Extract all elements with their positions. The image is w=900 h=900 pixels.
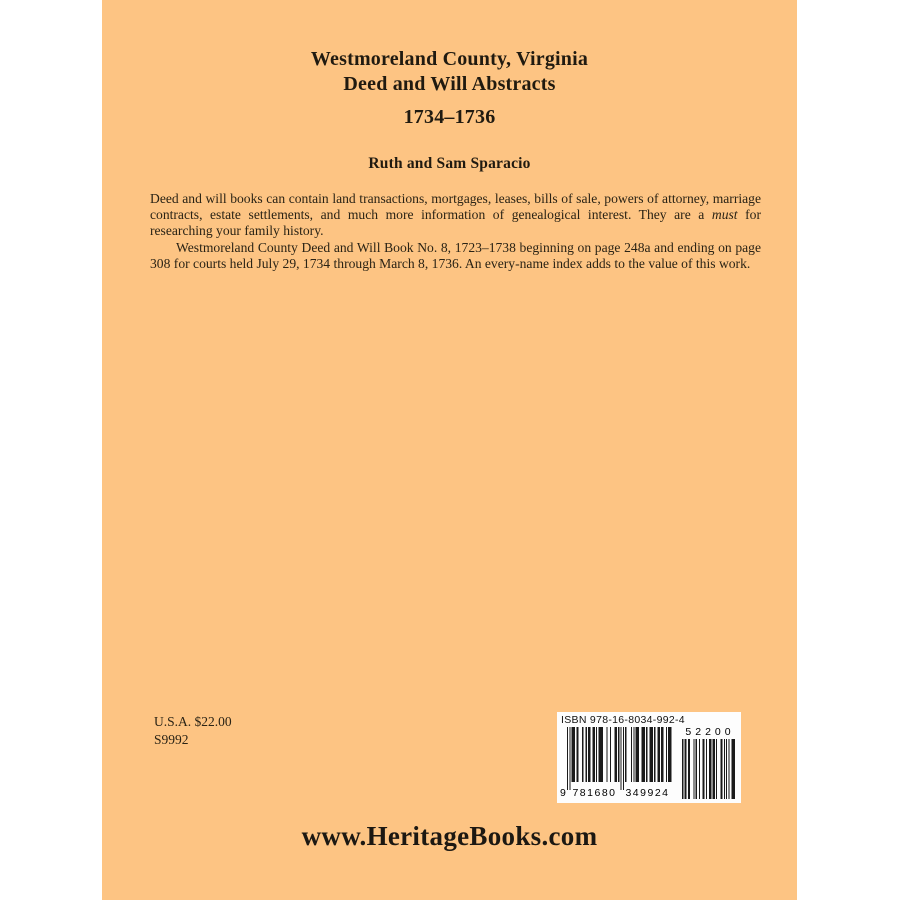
ean13-digit-lead: 9 bbox=[560, 787, 566, 799]
ean13-digits-group2: 349924 bbox=[625, 787, 670, 799]
description-paragraph-1-text: Deed and will books can contain land transactions, mortgages, leases, bills of sale, powers of attorney, marriage contracts, estate settlements, and much more information of genealogical interest. They are a bbox=[150, 191, 761, 223]
barcode-panel bbox=[557, 712, 741, 803]
description-paragraph-1-end: for researching your family history. bbox=[150, 207, 761, 239]
price-block bbox=[154, 713, 232, 748]
isbn-label: ISBN 978-16-8034-992-4 bbox=[561, 714, 685, 726]
supplement-digits: 52200 bbox=[685, 726, 735, 738]
description-paragraph-1 bbox=[150, 191, 761, 240]
supplement-bars-graphic bbox=[681, 739, 735, 799]
book-years: 1734–1736 bbox=[403, 106, 496, 128]
book-back-cover bbox=[102, 0, 797, 900]
ean13-digits bbox=[560, 787, 674, 799]
ean13-bars-graphic bbox=[567, 727, 674, 790]
ean13-barcode bbox=[560, 727, 674, 801]
book-title-line1: Westmoreland County, Virginia bbox=[310, 48, 589, 70]
book-authors: Ruth and Sam Sparacio bbox=[368, 155, 531, 172]
book-title-line2: Deed and Will Abstracts bbox=[343, 73, 556, 95]
ean13-digits-group1: 781680 bbox=[572, 787, 617, 799]
price-label: U.S.A. $22.00 bbox=[154, 714, 232, 729]
book-description bbox=[150, 191, 761, 272]
publisher-website: www.HeritageBooks.com bbox=[301, 821, 598, 851]
price-supplement-barcode bbox=[681, 727, 735, 799]
stock-number: S9992 bbox=[154, 731, 189, 747]
description-italic-word: must bbox=[711, 207, 738, 223]
description-paragraph-2: Westmoreland County Deed and Will Book No. 8, 1723–1738 beginning on page 248a and ending on page 308 for courts held July 29, 1734 through March 8, 1736. An every-name index adds to the value of this work. bbox=[150, 239, 761, 271]
